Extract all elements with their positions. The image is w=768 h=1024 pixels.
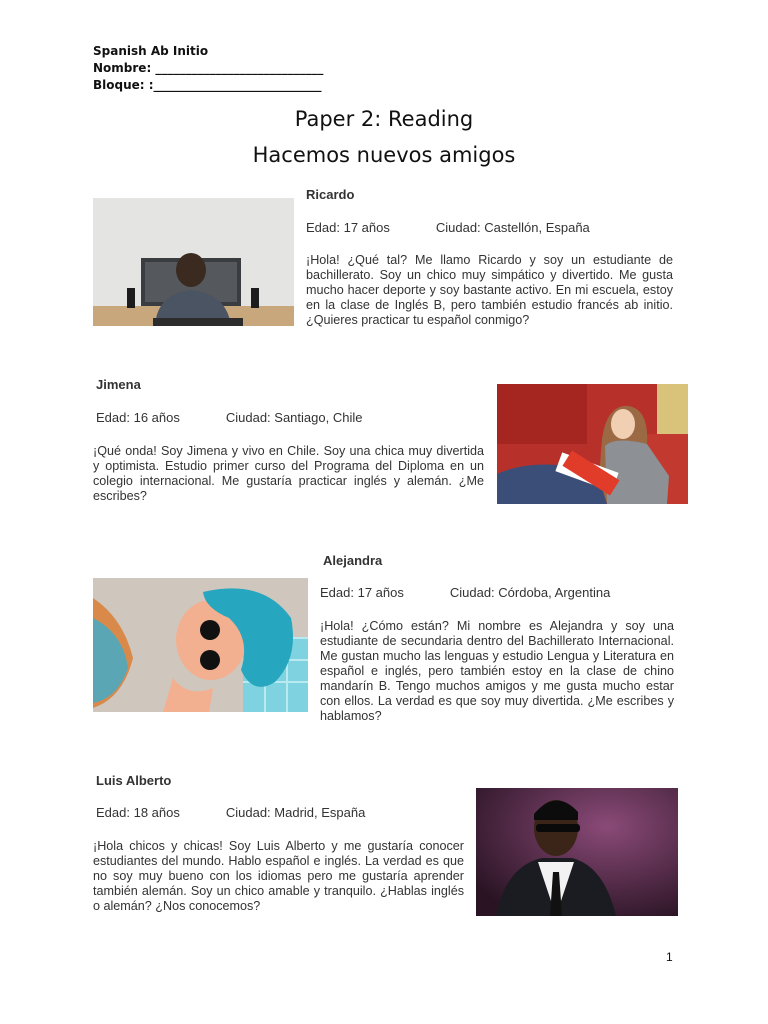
profile-meta bbox=[306, 220, 590, 235]
student-header bbox=[93, 43, 323, 94]
block-line: Bloque: :____________________________ bbox=[93, 78, 322, 92]
alejandra-photo bbox=[93, 578, 308, 712]
profile-city: Ciudad: Córdoba, Argentina bbox=[449, 585, 611, 600]
profile-name: Alejandra bbox=[323, 553, 383, 568]
profile-text: ¡Qué onda! Soy Jimena y vivo en Chile. Soy una chica muy divertida y optimista. Estudio primer curso del Programa del Diploma en un colegio internacional. Me gustaría practicar inglés y alemán. ¿Me escribes? bbox=[93, 444, 484, 503]
profile-meta bbox=[96, 805, 365, 820]
page-number: 1 bbox=[666, 950, 673, 964]
profile-meta bbox=[96, 410, 362, 425]
page-subtitle: Hacemos nuevos amigos bbox=[252, 143, 516, 167]
profile-text: ¡Hola! ¿Qué tal? Me llamo Ricardo y soy un estudiante de bachillerato. Soy un chico muy simpático y divertido. Me gusta mucho hacer deporte y soy bastante activo. En mi escuela, estoy en la clase de Inglés B, pero también estudio francés ab initio. ¿Quieres practicar tu español conmigo? bbox=[306, 253, 673, 327]
profile-age: Edad: 17 años bbox=[306, 220, 390, 235]
profile-city: Ciudad: Madrid, España bbox=[225, 805, 366, 820]
course-name: Spanish Ab Initio bbox=[93, 44, 209, 58]
profile-text: ¡Hola! ¿Cómo están? Mi nombre es Alejandra y soy una estudiante de secundaria dentro del Bachillerato Internacional. Me gustan mucho las lenguas y estudio Lengua y Literatura en español e inglés, pero también estoy en la clase de chino mandarín B. Tengo muchos amigos y me gusta mucho estar con ellos. La verdad es que soy muy divertida. ¿Me escribes y hablamos? bbox=[320, 619, 674, 723]
profile-city: Ciudad: Castellón, España bbox=[435, 220, 590, 235]
profile-name: Ricardo bbox=[306, 187, 355, 202]
name-line: Nombre: ____________________________ bbox=[93, 61, 324, 75]
page-title: Paper 2: Reading bbox=[294, 107, 474, 131]
ricardo-photo bbox=[93, 198, 294, 326]
profile-text: ¡Hola chicos y chicas! Soy Luis Alberto y me gustaría conocer estudiantes del mundo. Hablo español e inglés. La verdad es que no soy muy bueno con los idiomas pero me gustaría aprender también alemán. Soy un chico amable y tranquilo. ¿Hablas inglés o alemán? ¿Nos conocemos? bbox=[93, 839, 464, 913]
profile-city: Ciudad: Santiago, Chile bbox=[225, 410, 363, 425]
profile-name: Luis Alberto bbox=[96, 773, 172, 788]
jimena-photo bbox=[497, 384, 688, 504]
profile-age: Edad: 18 años bbox=[96, 805, 180, 820]
profile-name: Jimena bbox=[96, 377, 141, 392]
profile-age: Edad: 16 años bbox=[96, 410, 180, 425]
luis-alberto-photo bbox=[476, 788, 678, 916]
profile-meta bbox=[320, 585, 610, 600]
profile-age: Edad: 17 años bbox=[320, 585, 404, 600]
